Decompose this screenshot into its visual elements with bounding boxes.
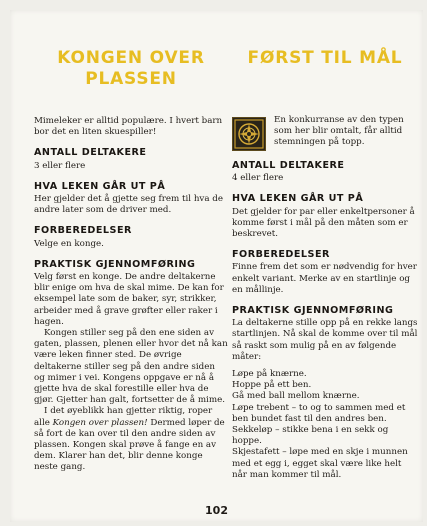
book-page xyxy=(10,10,423,522)
right-prep: Finne frem det som er nødvendig for hver enkelt variant. Merke av en startlinje og en mållinje. xyxy=(232,262,417,295)
left-howto-p3-b: Dermed løper de så fort de kan over til den andre siden av plassen. Kongen skal prøve å fange en av dem. Klarer han det, blir denne konge neste gang. xyxy=(34,417,225,473)
right-column xyxy=(232,10,418,481)
variant-item: Løpe trebent – to og to sammen med et ben bundet fast til den andres ben. xyxy=(232,402,406,424)
left-howto-p3-em: Kongen over plassen! xyxy=(52,417,148,428)
left-prep-heading: FORBEREDELSER xyxy=(34,225,132,237)
left-title-line1: KONGEN OVER xyxy=(57,48,205,68)
left-title xyxy=(34,48,228,90)
left-body xyxy=(34,116,228,474)
left-participants-heading: ANTALL DELTAKERE xyxy=(34,147,147,159)
left-howto-p1: Velg først en konge. De andre deltakerne blir enige om hva de skal mime. De kan for eksempel late som de baker, syr, strikker, arbeider med å grave grøfter eller raker i hagen. xyxy=(34,272,224,327)
left-title-line2: PLASSEN xyxy=(85,69,177,89)
right-goal-heading: HVA LEKEN GÅR UT PÅ xyxy=(232,193,364,205)
right-participants: 4 eller flere xyxy=(232,173,284,184)
variant-item: Løpe på knærne. xyxy=(232,369,307,380)
ornament-badge-icon xyxy=(232,117,266,151)
left-participants: 3 eller flere xyxy=(34,160,86,171)
right-participants-heading: ANTALL DELTAKERE xyxy=(232,160,345,171)
right-title: FØRST TIL MÅL xyxy=(247,48,403,68)
left-howto-p2: Kongen stiller seg på den ene siden av gaten, plassen, plenen eller hvor det nå kan være leken finner sted. De øvrige deltakerne stiller seg på den andre siden og mimer i vei. Kongens oppgave er nå å gjette hva de skal forestille eller hva de gjør. Gjetter han galt, fortsetter de å mime. xyxy=(34,328,228,406)
variant-item: Hoppe på ett ben. xyxy=(232,380,312,391)
right-body xyxy=(232,160,418,481)
left-column xyxy=(34,10,228,474)
variant-item: Skjestafett – løpe med en skje i munnen med et egg i, egget skal være like helt når man kommer til mål. xyxy=(232,447,408,480)
variant-item: Gå med ball mellom knærne. xyxy=(232,391,360,402)
variant-item: Sekkeløp – stikke bena i en sekk og hoppe. xyxy=(232,425,389,447)
page-number: 102 xyxy=(205,504,228,517)
left-goal: Her gjelder det å gjette seg frem til hva de andre later som de driver med. xyxy=(34,194,223,216)
right-howto-heading: PRAKTISK GJENNOMFØRING xyxy=(232,305,394,317)
left-prep: Velge en konge. xyxy=(34,238,104,249)
right-howto-intro: La deltakerne stille opp på en rekke langs startlinjen. Nå skal de komme over til mål så raskt som mulig på en av følgende måter: xyxy=(232,318,418,362)
left-howto-p3 xyxy=(34,406,228,473)
right-goal: Det gjelder for par eller enkeltpersoner å komme først i mål på den måten som er beskrevet. xyxy=(232,206,415,240)
right-prep-heading: FORBEREDELSER xyxy=(232,249,330,261)
left-howto-heading: PRAKTISK GJENNOMFØRING xyxy=(34,258,196,270)
right-note xyxy=(232,115,418,151)
left-goal-heading: HVA LEKEN GÅR UT PÅ xyxy=(34,180,166,192)
variants-list xyxy=(232,369,418,481)
right-note-text: En konkurranse av den typen som her blir omtalt, får alltid stemningen på topp. xyxy=(274,115,404,148)
left-intro: Mimeleker er alltid populære. I hvert barn bor det en liten skuespiller! xyxy=(34,116,223,138)
left-howto-p3-a: I det øyeblikk han gjetter riktig, roper alle xyxy=(34,406,213,428)
